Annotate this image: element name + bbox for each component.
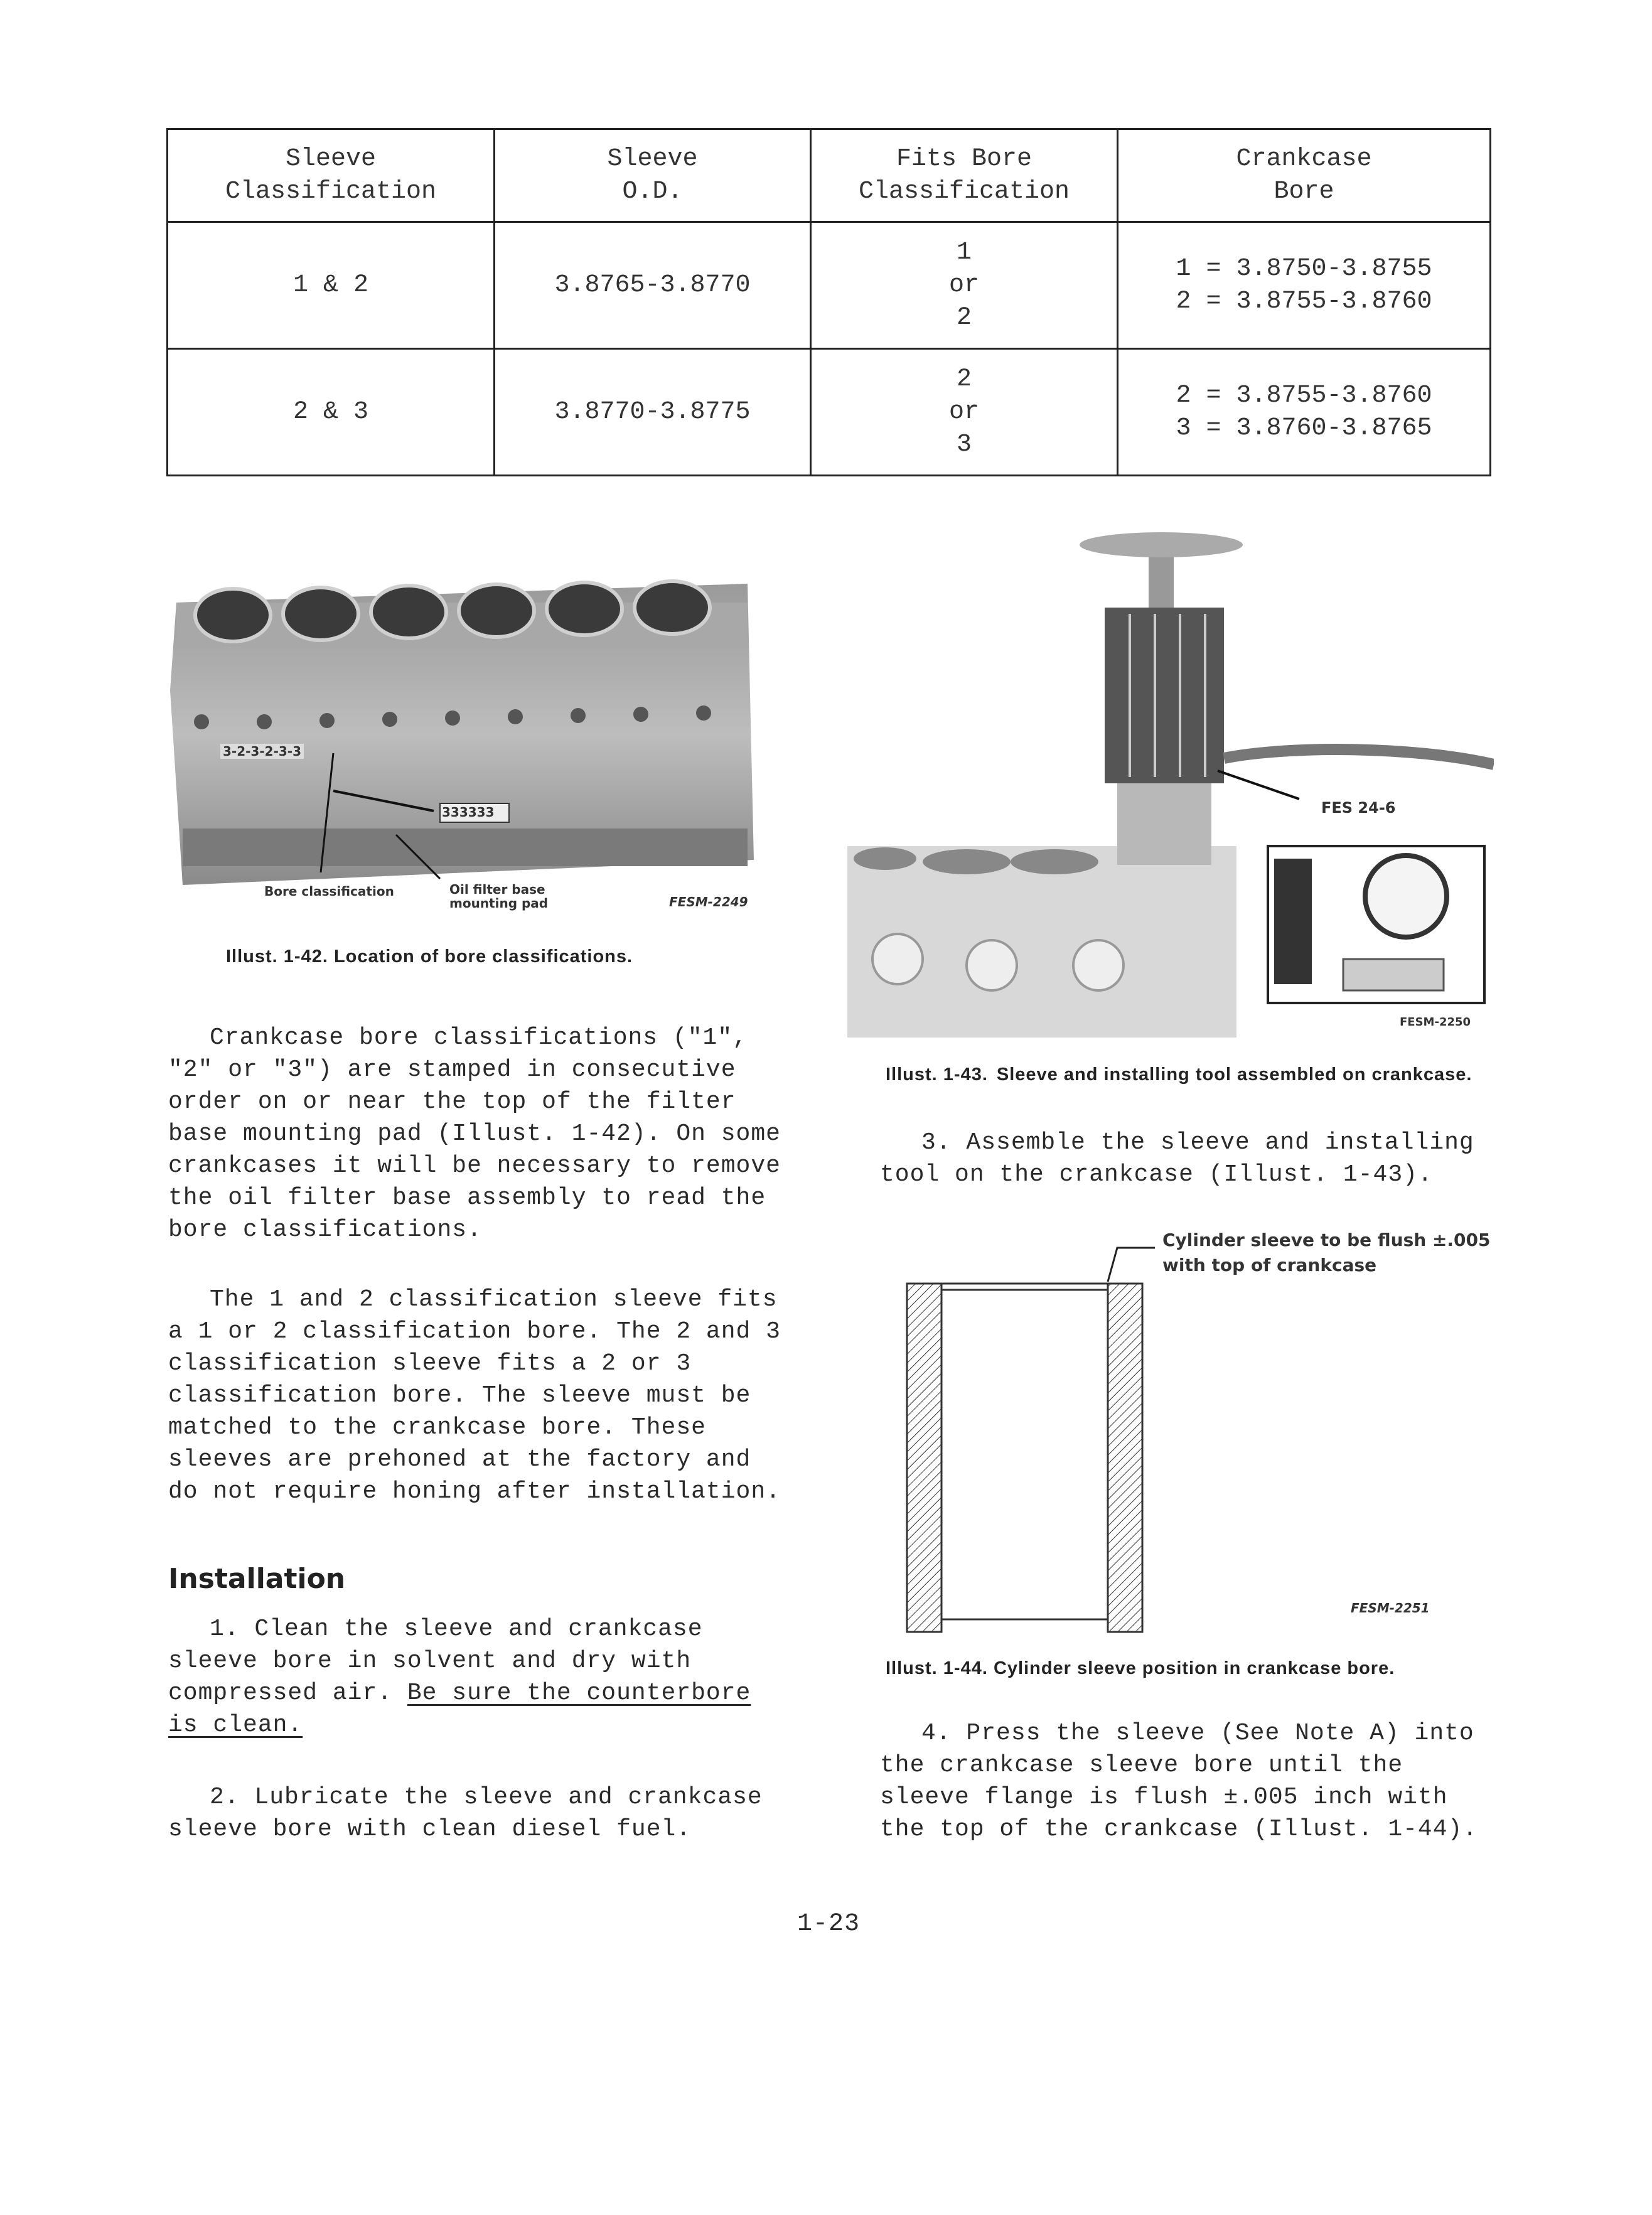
sleeve-flush-note: Cylinder sleeve to be flush ±.005 with top of crankcase — [1162, 1230, 1491, 1275]
cell-fits: 2 or 3 — [811, 349, 1118, 476]
table-row — [168, 349, 1491, 476]
header-crankcase-bore: Crankcase Bore — [1118, 129, 1491, 222]
step-3: 3. Assemble the sleeve and installing tool on the crankcase (Illust. 1-43). — [880, 1129, 1474, 1188]
engine-block-photo — [164, 565, 757, 891]
installation-heading: Installation — [168, 1563, 346, 1595]
paragraph-sleeve-fits: The 1 and 2 classification sleeve fits a 1 or 2 classification bore. The 2 and 3 classification sleeve fits a 2 or 3 classification bore. The sleeve must be matched to the crankcase bore. These sleeves are prehoned at the factory and do not require honing after installation. — [168, 1286, 781, 1505]
cell-od: 3.8770-3.8775 — [495, 349, 811, 476]
table-row — [168, 222, 1491, 349]
header-fits-bore: Fits Bore Classification — [811, 129, 1118, 222]
cell-sleeve-class: 1 & 2 — [168, 222, 495, 349]
step-4: 4. Press the sleeve (See Note A) into the crankcase sleeve bore until the sleeve flange is flush ±.005 inch with the top of the crankcase (Illust. 1-44). — [880, 1720, 1478, 1843]
label-oil-filter-pad: Oil filter base mounting pad — [449, 882, 549, 911]
sleeve-installing-tool-photo — [847, 520, 1494, 1050]
figure-code: FESM-2250 — [1400, 1016, 1471, 1029]
table-header-row — [168, 129, 1491, 222]
figure-1-43 — [847, 520, 1494, 1050]
header-sleeve-od: Sleeve O.D. — [495, 129, 811, 222]
caption-text: Sleeve and installing tool assembled on crankcase. — [996, 1065, 1472, 1085]
sleeve-classification-table — [166, 128, 1491, 476]
cell-sleeve-class: 2 & 3 — [168, 349, 495, 476]
figure-1-42 — [164, 565, 757, 916]
figure-code: FESM-2251 — [1351, 1601, 1430, 1616]
figure-1-43-caption — [886, 1061, 1488, 1088]
step-2: 2. Lubricate the sleeve and crankcase sleeve bore with clean diesel fuel. — [168, 1784, 763, 1843]
page-number: 1-23 — [797, 1910, 861, 1938]
step-1: 1. Clean the sleeve and crankcase sleeve bore in solvent and dry with compressed air. Be sure the counterbore is clean. — [168, 1616, 751, 1739]
cell-bore: 2 = 3.8755-3.8760 3 = 3.8760-3.8765 — [1118, 349, 1491, 476]
label-bore-classification: Bore classification — [264, 884, 394, 899]
bore-class-stamp-2: 333333 — [442, 805, 495, 820]
cell-bore: 1 = 3.8750-3.8755 2 = 3.8755-3.8760 — [1118, 222, 1491, 349]
paragraph-bore-classifications: Crankcase bore classifications ("1", "2" or "3") are stamped in consecutive order on or near the top of the filter base mounting pad (Illust. 1-42). On some crankcases it will be necessary to remove the oil filter base assembly to read the bore classifications. — [168, 1024, 781, 1243]
header-sleeve-classification: Sleeve Classification — [168, 129, 495, 222]
cylinder-sleeve-diagram — [904, 1224, 1494, 1638]
cell-fits: 1 or 2 — [811, 222, 1118, 349]
cell-od: 3.8765-3.8770 — [495, 222, 811, 349]
figure-1-44-caption: Illust. 1-44. Cylinder sleeve position in crankcase bore. — [886, 1658, 1395, 1678]
figure-1-42-caption: Illust. 1-42. Location of bore classifications. — [226, 947, 633, 967]
caption-number: Illust. 1-43. — [886, 1065, 988, 1085]
figure-1-44 — [904, 1224, 1494, 1638]
tool-label: FES 24-6 — [1321, 799, 1396, 817]
figure-code: FESM-2249 — [669, 894, 748, 909]
bore-class-stamp: 3-2-3-2-3-3 — [220, 744, 304, 759]
